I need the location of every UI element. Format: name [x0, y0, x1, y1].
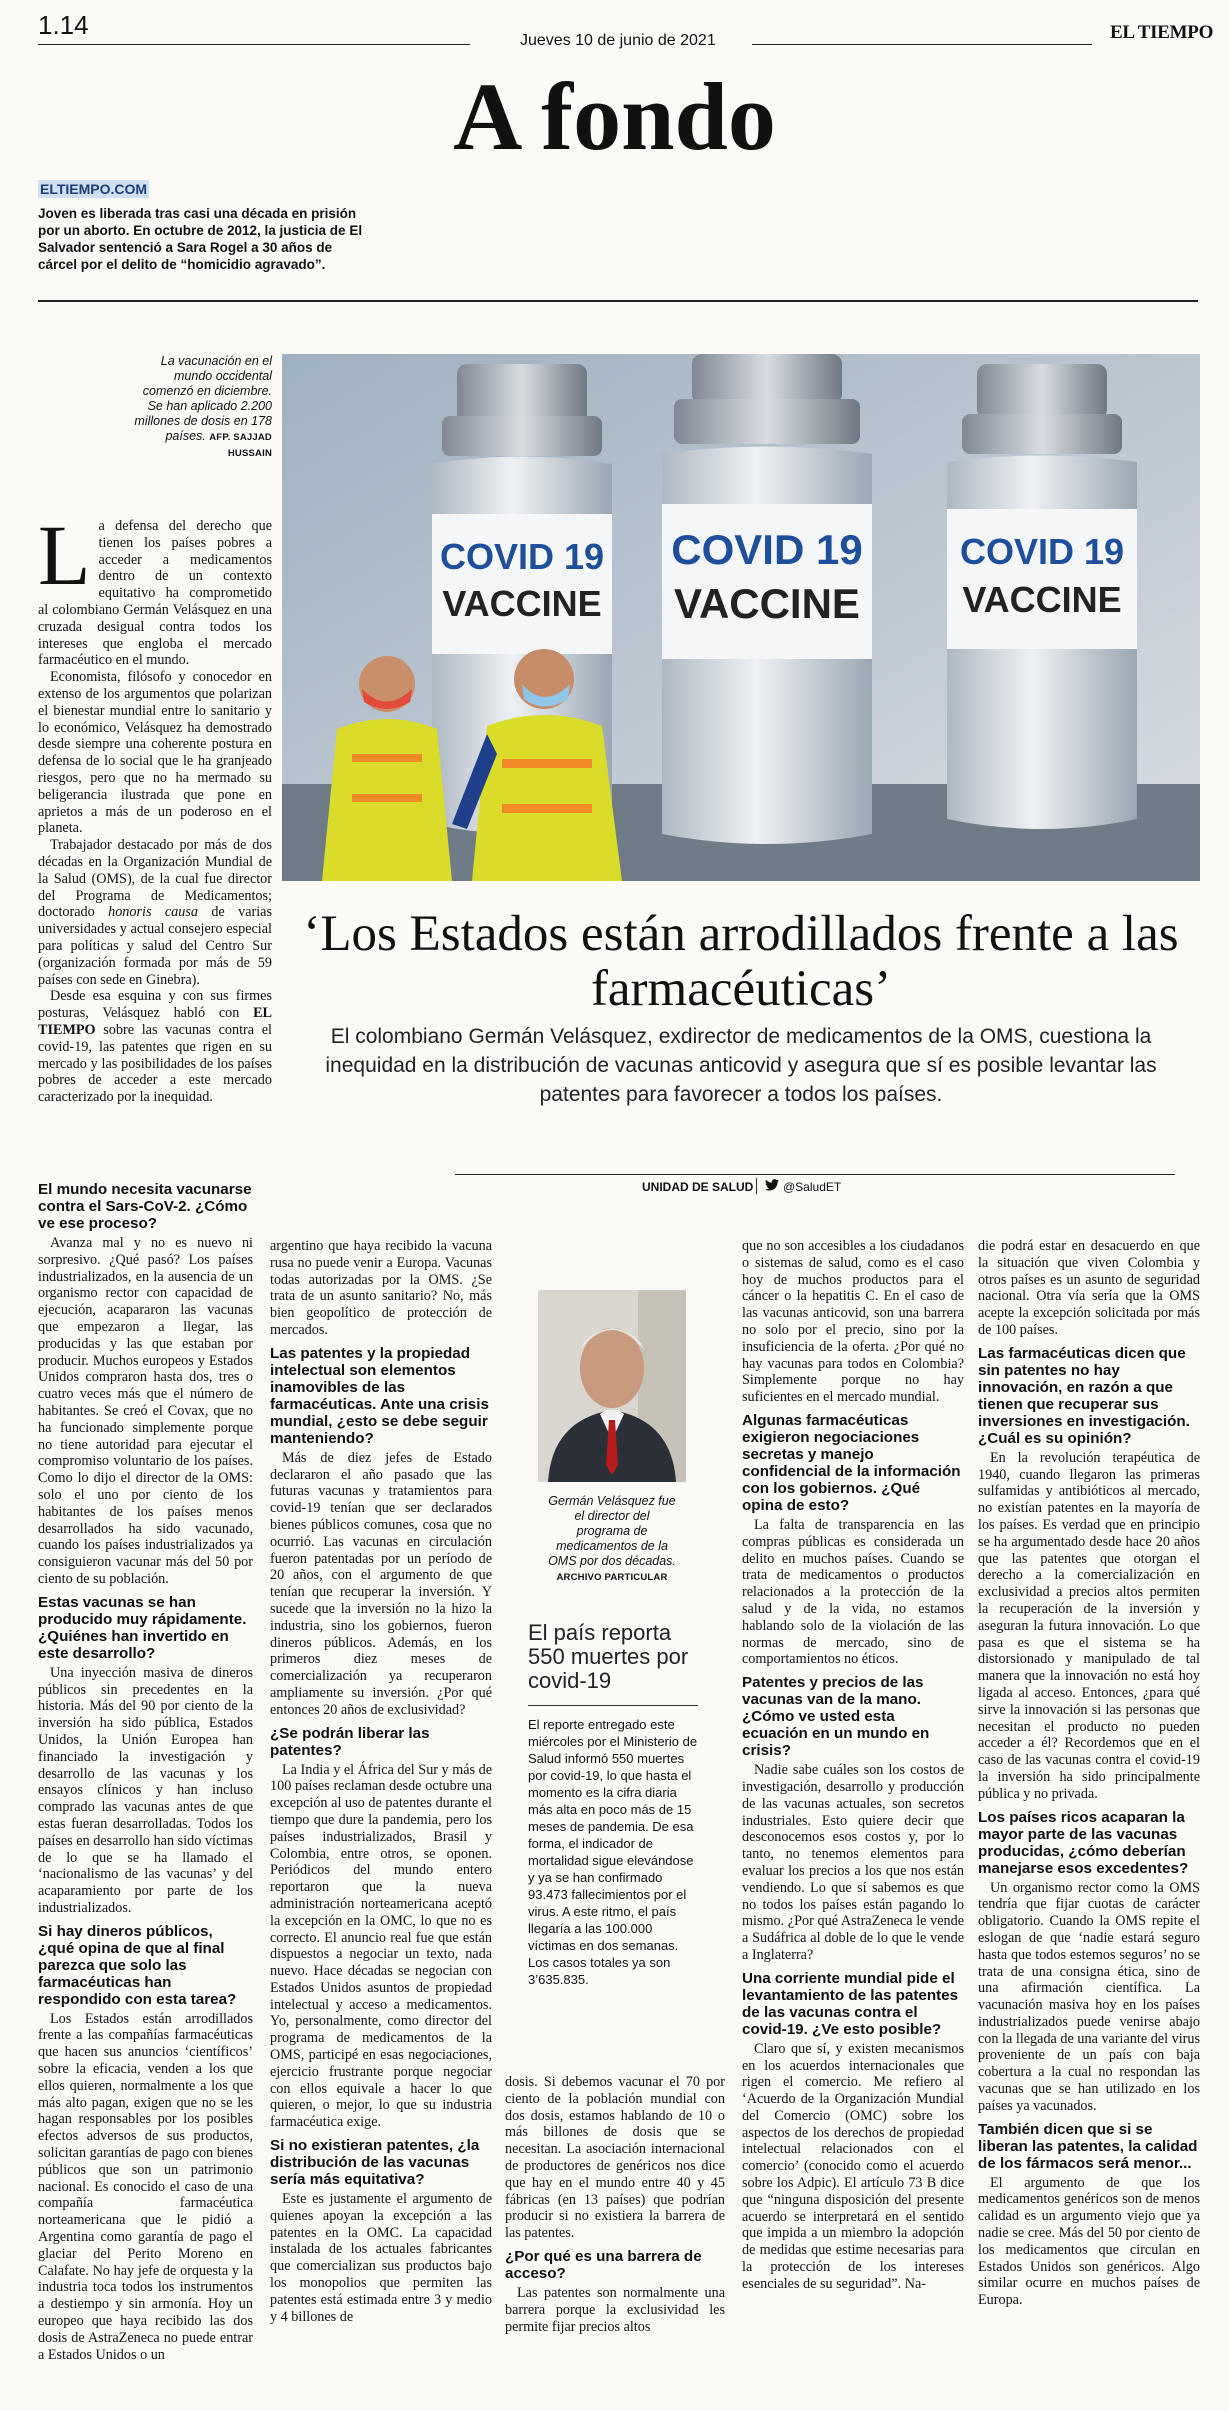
vial-center-label-top: COVID 19 — [671, 526, 863, 573]
answer-6: Este es justamente el argumento de quienes apoyan la excepción a las patentes en la OMC. La capacidad instalada de los actuales fabricantes que comercializan sus productos bajo los monopolios que permiten las patentes está estimada entre 3 y medio y 4 billones de — [270, 2191, 492, 2325]
portrait-credit: ARCHIVO PARTICULAR — [556, 1572, 668, 1583]
answer-6-continued: dosis. Si debemos vacunar el 70 por ciento de la población mundial con dos dosis, estamos hablando de 10 o más billones de dosis que se necesitan. La asociación internacional de productores de genéricos nos dice que hay en el mundo entre 40 y 45 fábricas (en 13 países) que podrían producir si no existiera la barrera de las patentes. — [505, 2074, 725, 2242]
sidebar-title: El país reporta 550 muertes por covid-19 — [528, 1620, 689, 1693]
question-3: Si hay dineros públicos, ¿qué opina de que al final parezca que solo las farmacéuticas han respondido con esta tarea? — [38, 1922, 237, 2008]
question-2: Estas vacunas se han producido muy rápidamente. ¿Quiénes han invertido en este desarrollo? — [38, 1593, 247, 1662]
answer-4: Más de diez jefes de Estado declararon el año pasado que las futuras vacunas y tratamientos para covid-19 tenían que ser declarados bienes públicos comunes, cosa que no ocurrió. Las vacunas en circulación fueron patentadas por un período de 20 años, con el argumento de que tenían que recuperar la inversión. Y sucede que la inversión no la hizo la industria, sino los gobiernos, fueron dineros públicos. Además, en los primeros diez meses de comercialización ya recuperaron ampliamente su inversión. ¿Por qué entonces 20 años de exclusividad? — [270, 1449, 492, 1718]
vial-left-label-top: COVID 19 — [439, 536, 605, 577]
twitter-icon — [765, 1179, 779, 1194]
masthead-rule-left — [38, 44, 470, 45]
byline-twitter[interactable] — [765, 1179, 841, 1194]
intro-column — [38, 507, 272, 1106]
intro-paragraph-1: La defensa del derecho que tienen los países pobres a acceder a medicamentos dentro de un contexto equitativo ha comprometido al colombiano Germán Velásquez en una cruzada desigual contra todos los intereses que engloba el mercado farmacéutico en el mundo. — [38, 507, 272, 669]
headline: ‘Los Estados están arrodillados frente a las farmacéuticas’ — [303, 906, 1179, 1017]
intro-paragraph-2: Economista, filósofo y conocedor en extenso de los argumentos que polarizan el bienestar mundial entre lo sanitario y lo económico, Velásquez ha demostrado desde siempre una coherente postura en defensa de lo social que le ha granjeado riesgos, pero que no ha mermado su beligerancia ilustrada que pone en aprietos a más de un poderoso en el planeta. — [38, 669, 272, 837]
article-column-3 — [505, 2074, 725, 2335]
answer-11: En la revolución terapéutica de 1940, cuando llegaron las primeras sulfamidas y antibióticos al mercado, no existían patentes en la mayoría de los países. Es verdad que en principio se ha argumentado desde hace 20 años que las patentes que otorgan el derecho a la comercialización en exclusividad a precios altos permiten la recuperación de la inversión y aseguran la futura innovación. Lo que pasa es que el sistema se ha distorsionado y manipulado de tal manera que la innovación no está hoy ligada al acceso. Entonces, ¿para qué sirve la innovación si las personas que necesitan el producto no pueden acceder a él? Recordemos que en el caso de las vacunas contra el covid-19 la inversión ha sido principalmente pública y no privada. — [978, 1449, 1200, 1802]
answer-3: Los Estados están arrodillados frente a las compañías farmacéuticas que hacen sus anuncios ‘científicos’ sobre la eficacia, venden a los que ellos quieren, normalmente a los que más alto pagan, exigen que no se les hagan responsables por los posibles efectos adversos de sus productos, solicitan garantías de pago con bienes públicos que son un patrimonio nacional. Es conocido el caso de una compañía farmacéutica norteamericana que le pidió a Argentina como garantía de pago el glaciar del Perito Moreno en Calafate. No hay jefe de orquesta y la industria toca todos los instrumentos a destiempo y sin armonía. Hoy un europeo que haya recibido las dos dosis de AstraZeneca no puede entrar a Estados Unidos o un — [38, 2010, 253, 2363]
sidebar-rule — [528, 1705, 698, 1706]
portrait-photo — [538, 1290, 686, 1482]
vial-left-label-bottom: VACCINE — [442, 583, 602, 624]
question-9: Patentes y precios de las vacunas van de la mano. ¿Cómo ve usted esta ecuación en un mundo en crisis? — [742, 1674, 930, 1760]
intro-paragraph-4: Desde esa esquina y con sus firmes posturas, Velásquez habló con EL TIEMPO sobre las vacunas contra el covid-19, las patentes que rigen en su mercado y las posibilidades de los países pobres de acceder a este mercado caracterizado por la inequidad. — [38, 988, 272, 1106]
twitter-handle: @SaludET — [783, 1180, 842, 1194]
article-column-1 — [38, 1175, 253, 2363]
answer-10: Claro que sí, y existen mecanismos en los acuerdos internacionales que rigen el comercio. Me refiero al ‘Acuerdo de la Organización Mundial del Comercio (OMC) sobre los aspectos de los derechos de propiedad intelectual relacionados con el comercio’ (conocido como el acuerdo sobre los Adpic). El artículo 73 B dice que “ninguna disposición del presente acuerdo se interpretará en el sentido que impida a un miembro la adopción de medidas que estime necesarias para la protección de los intereses esenciales de su seguridad”. Na- — [742, 2040, 964, 2292]
answer-13: El argumento de que los medicamentos genéricos son de menos calidad es un argumento viejo que ya nadie se cree. Más del 50 por ciento de los medicamentos que circulan en Estados Unidos son genéricos. Algo similar ocurre en muchos países de Europa. — [978, 2174, 1200, 2309]
vial-center — [662, 354, 872, 844]
answer-8: La falta de transparencia en las compras públicas es considerada un delito en muchos países. Cuando se trata de medicamentos o productos relacionados a la protección de la salud y de la vida, no estamos hablando solo de la violación de las normas de mercado, sino de comportamientos no éticos. — [742, 1516, 964, 1668]
dek: El colombiano Germán Velásquez, exdirector de medicamentos de la OMS, cuestiona la inequidad en la distribución de vacunas anticovid y asegura que sí es posible levantar las patentes para favorecer a todos los países. — [325, 1025, 1157, 1106]
section-title: A fondo — [453, 63, 776, 170]
question-5: ¿Se podrán liberar las patentes? — [270, 1724, 430, 1759]
web-brief-text: Joven es liberada tras casi una década en prisión por un aborto. En octubre de 2012, la justicia de El Salvador sentenció a Sara Rogel a 30 años de cárcel por el delito de “homicidio agravado”. — [38, 206, 363, 272]
drop-cap: L — [38, 507, 91, 603]
question-4: Las patentes y la propiedad intelectual son elementos inamovibles de las farmacéuticas. Ante una crisis mundial, ¿esto se debe seguir manteniendo? — [270, 1344, 489, 1447]
byline-unit: UNIDAD DE SALUD — [642, 1180, 754, 1194]
article-column-5 — [978, 1238, 1200, 2309]
question-6: Si no existieran patentes, ¿la distribución de las vacunas sería más equitativa? — [270, 2137, 480, 2189]
answer-1: Avanza mal y no es nuevo ni sorpresivo. ¿Qué pasó? Los países industrializados, en la ausencia de un organismo rector con capacidad de ejecución, acapararon las vacunas que empezaron a llegar, las producidas y las que estaban por producir. Muchos europeos y Estados Unidos compraron hasta dos, tres o cuatro veces más que el número de habitantes. Se creó el Covax, que no ha funcionado simplemente porque no tiene autoridad para ejecutar el compromiso voluntario de los países. Como lo dijo el director de la OMS: solo el uno por ciento de los habitantes de los países menos desarrollados ha sido vacunado, cuando los países industrializados ya consiguieron vacunar más del 50 por ciento de su población. — [38, 1235, 253, 1587]
question-1: El mundo necesita vacunarse contra el Sars-CoV-2. ¿Cómo ve ese proceso? — [38, 1181, 252, 1232]
portrait-illustration — [538, 1290, 686, 1482]
question-11: Las farmacéuticas dicen que sin patentes no hay innovación, en razón a que tienen que recuperar sus inversiones en investigación. ¿Cuál es su opinión? — [978, 1344, 1190, 1447]
byline-rule — [455, 1174, 1175, 1175]
issue-date: Jueves 10 de junio de 2021 — [520, 32, 716, 49]
photo-credit: AFP. SAJJAD HUSSAIN — [209, 432, 272, 459]
answer-10-continued: die podrá estar en desacuerdo en que la situación que viven Colombia y otros países es un asunto de seguridad nacional. Otra vía sería que la OMS acepte la excepción solicitada por más de 100 países. — [978, 1238, 1200, 1338]
vial-right-label-bottom: VACCINE — [962, 579, 1122, 620]
sidebar-body: El reporte entregado este miércoles por el Ministerio de Salud informó 550 muertes por covid-19, lo que hasta el momento es la cifra diaria más alta en poco más de 15 meses de pandemia. De esa forma, el indicador de mortalidad sigue elevándose y ya se han confirmado 93.473 fallecimientos por el virus. A este ritmo, el país llegaría a las 100.000 víctimas en dos semanas. Los casos totales ya son 3’635.835. — [528, 1717, 698, 1987]
vaccine-photo — [282, 354, 1200, 881]
portrait-caption-text: Germán Velásquez fue el director del programa de medicamentos de la OMS por dos décadas. — [548, 1494, 676, 1568]
question-10: Una corriente mundial pide el levantamiento de las patentes de las vacunas contra el covid-19. ¿Ve esto posible? — [742, 1969, 959, 2038]
question-8: Algunas farmacéuticas exigieron negociaciones secretas y manejo confidencial de la información con los gobiernos. ¿Qué opina de esto? — [742, 1411, 961, 1514]
vial-right-label-top: COVID 19 — [959, 531, 1125, 572]
vial-right — [947, 364, 1137, 829]
article-column-2 — [270, 1238, 492, 2325]
page-number: 1.14 — [38, 10, 89, 40]
answer-12: Un organismo rector como la OMS tendría que fijar cuotas de carácter obligatorio. Cuando la OMS repite el eslogan de que ‘nadie estará seguro hasta que todos estemos seguros’ no se trata de una consigna ética, sino de una afirmación científica. La vacunación masiva hoy en los países industrializados puede venirse abajo con la llegada de una variante del virus proveniente de un país con baja cobertura a la cual no respondan las vacunas que se han utilizado en los países ya vacunados. — [978, 1879, 1200, 2114]
question-12: Los países ricos acaparan la mayor parte de las vacunas producidas, ¿cómo deberían manejarse esos excedentes? — [978, 1808, 1189, 1877]
vial-center-label-bottom: VACCINE — [674, 580, 860, 627]
intro-paragraph-3: Trabajador destacado por más de dos décadas en la Organización Mundial de la Salud (OMS), de la cual fue director del Programa de Medicamentos; doctorado honoris causa de varias universidades y actual consejero especial para políticas y salud del Centro Sur (organización formada por más de 59 países con sede en Ginebra). — [38, 837, 272, 988]
answer-5: La India y el África del Sur y más de 100 países reclaman desde octubre una excepción al uso de patentes durante el tiempo que dure la pandemia, pero los países industrializados, Brasil y Colombia, entre otros, se oponen. Periódicos del mundo entero reportaron que la nueva administración norteamericana aceptó la excepción en la OMC, lo que no es correcto. El anuncio real fue que están dispuestos a negociar un texto, nada nuevo. Hace décadas se negocian con Estados Unidos asuntos de propiedad intelectual y acceso a medicamentos. Yo, personalmente, como director del programa de medicamentos de la OMS, participé en esas negociaciones, ejercicio frustrante porque negociar con ellos equivale a hacer lo que quieren, o mejor, lo que su industria farmacéutica exige. — [270, 1761, 492, 2131]
brand-logo: EL TIEMPO — [1110, 22, 1214, 43]
vaccine-photo-illustration — [282, 354, 1200, 881]
photo-caption — [130, 354, 272, 461]
answer-9: Nadie sabe cuáles son los costos de investigación, desarrollo y producción de las vacunas actuales, son secretos industriales. Esto quiere decir que desconocemos esos costos y, por lo tanto, no tenemos elementos para evaluar los precios a los que nos están vendiendo. Lo que sí sabemos es que no todos los países están pagando lo mismo. ¿Por qué AstraZeneca le vende a Sudáfrica al doble de lo que le vende a Inglaterra? — [742, 1762, 964, 1963]
answer-2: Una inyección masiva de dineros públicos sin precedentes en la historia. Más del 90 por ciento de la inversión ha sido pública, Estados Unidos, la Unión Europea han financiado la investigación y desarrollo de las vacunas y los ensayos clínicos y han incluso comprado las vacunas antes de que estas fueran desarrolladas. Todos los países en desarrollo han sido víctimas de lo que se ha llamado el ‘nacionalismo de las vacunas’ y del acaparamiento por parte de los industrializados. — [38, 1664, 253, 1916]
sidebar-box — [528, 1621, 698, 1988]
photo-caption-text: La vacunación en el mundo occidental comenzó en diciembre. Se han aplicado 2.200 millones de dosis en 178 países. — [134, 354, 272, 443]
answer-3-continued: argentino que haya recibido la vacuna rusa no puede venir a Europa. Vacunas todas autorizadas por la OMS. ¿Se trata de un asunto sanitario? No, más bien geopolítico de protección de mercados. — [270, 1238, 492, 1338]
portrait-caption — [548, 1494, 676, 1585]
question-13: También dicen que si se liberan las patentes, la calidad de los fármacos será menor... — [978, 2120, 1198, 2172]
answer-7: Las patentes son normalmente una barrera porque la exclusividad les permite fijar precios altos — [505, 2284, 725, 2335]
masthead-rule-right — [752, 44, 1092, 45]
web-brief-site[interactable]: ELTIEMPO.COM — [40, 181, 148, 197]
question-7: ¿Por qué es una barrera de acceso? — [505, 2247, 702, 2282]
byline-divider — [756, 1178, 757, 1194]
article-column-4 — [742, 1238, 964, 2293]
answer-7-continued: que no son accesibles a los ciudadanos o sistemas de salud, como es el caso hoy de muchos productos para el cáncer o la hepatitis C. En el caso de las vacunas anticovid, son una barrera no solo por el precio, sino por la insuficiencia de la oferta. ¿Por qué no hay vacunas para todos en Colombia? Simplemente porque no hay suficientes en el mercado mundial. — [742, 1238, 964, 1406]
top-section-rule — [38, 300, 1198, 302]
